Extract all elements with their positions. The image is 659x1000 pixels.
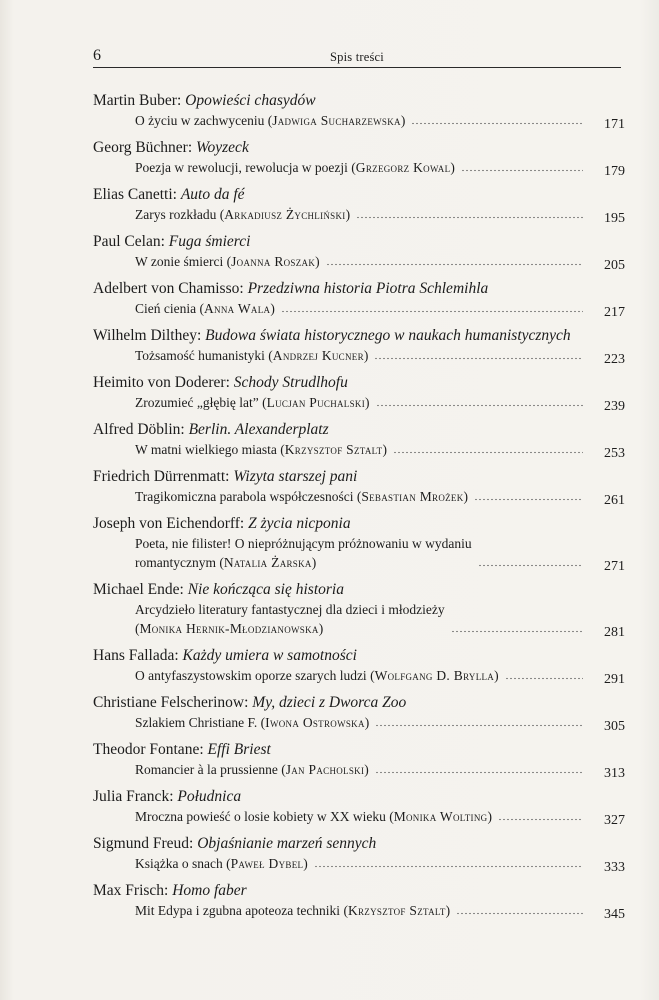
page-ref: 333 <box>604 860 625 875</box>
essay-title-line: Mroczna powieść o losie kobiety w XX wieku (Monika Wolting) <box>135 809 492 824</box>
work-title: Południca <box>177 788 242 805</box>
entry-heading <box>93 419 625 440</box>
essay-row <box>135 760 625 779</box>
essay-row <box>135 346 625 365</box>
essay-title-line: Szlakiem Christiane F. (Iwona Ostrowska) <box>135 715 370 730</box>
dot-leader <box>461 169 583 172</box>
essay-author-name: Natalia Żarska <box>223 555 312 570</box>
page-ref: 313 <box>604 766 625 781</box>
essay-title-line: Zrozumieć „głębię lat” (Lucjan Puchalski) <box>135 395 370 410</box>
page-ref: 223 <box>604 352 625 367</box>
page-ref: 261 <box>604 493 625 508</box>
toc-entry <box>93 466 625 506</box>
essay-author-name: Paweł Dybel <box>230 856 304 871</box>
toc-entry <box>93 90 625 130</box>
essay-title-line: W matni wielkiego miasta (Krzysztof Sztalt) <box>135 442 387 457</box>
essay-author-name: Sebastian Mrożek <box>361 489 464 504</box>
essay-title-line: Tożsamość humanistyki (Andrzej Kucner) <box>135 348 369 363</box>
essay-row <box>135 534 625 572</box>
dot-leader <box>281 310 583 313</box>
author-name: Heimito von Doderer: <box>93 374 234 391</box>
page-ref: 179 <box>604 164 625 179</box>
essay-row <box>135 111 625 130</box>
author-name: Martin Buber: <box>93 92 186 109</box>
essay-title <box>135 393 370 412</box>
essay-author-name: Arkadiusz Żychliński <box>224 207 346 222</box>
essay-row <box>135 440 625 459</box>
essay-title-line: O życiu w zachwyceniu (Jadwiga Sucharzewska) <box>135 113 406 128</box>
essay-title-line: Romancier à la prussienne (Jan Pacholski) <box>135 762 369 777</box>
entry-heading <box>93 137 625 158</box>
work-title: Opowieści chasydów <box>185 92 316 109</box>
dot-leader <box>451 630 583 633</box>
essay-title-line: Arcydzieło literatury fantastycznej dla dzieci i młodzieży <box>135 602 445 617</box>
author-name: Wilhelm Dilthey: <box>93 327 206 344</box>
essay-title <box>135 713 369 732</box>
toc-entry <box>93 513 625 572</box>
essay-title-line: Zarys rozkładu (Arkadiusz Żychliński) <box>135 207 351 222</box>
work-title: Effi Briest <box>207 741 271 758</box>
essay-title-line: W zonie śmierci (Joanna Roszak) <box>135 254 320 269</box>
essay-author-name: Jadwiga Sucharzewska <box>272 113 401 128</box>
running-header <box>93 45 621 68</box>
essay-title <box>135 205 350 224</box>
author-name: Adelbert von Chamisso: <box>93 280 248 297</box>
entry-heading <box>93 880 625 901</box>
author-name: Georg Büchner: <box>93 139 197 156</box>
entry-heading <box>93 579 625 600</box>
entry-heading <box>93 513 625 534</box>
toc-entry <box>93 184 625 224</box>
work-title: Objaśnianie marzeń sennych <box>197 835 377 852</box>
toc-entry <box>93 325 625 365</box>
entry-heading <box>93 231 625 252</box>
toc-entry <box>93 419 625 459</box>
work-title: Berlin. Alexanderplatz <box>188 421 329 438</box>
page-ref: 217 <box>604 305 625 320</box>
essay-row <box>135 713 625 732</box>
entry-heading <box>93 372 625 393</box>
dot-leader <box>375 724 583 727</box>
essay-row <box>135 252 625 271</box>
page-ref: 271 <box>604 559 625 574</box>
essay-author-name: Joanna Roszak <box>231 254 316 269</box>
essay-title <box>135 600 445 638</box>
essay-author-name: Krzysztof Sztalt <box>284 442 383 457</box>
author-name: Michael Ende: <box>93 581 188 598</box>
essay-title <box>135 440 387 459</box>
essay-title <box>135 487 468 506</box>
entry-heading <box>93 184 625 205</box>
work-title: Schody Strudlhofu <box>233 374 348 391</box>
entry-heading <box>93 645 625 666</box>
work-title: Każdy umiera w samotności <box>182 647 357 664</box>
author-name: Hans Fallada: <box>93 647 183 664</box>
work-title: Wizyta starszej pani <box>233 468 358 485</box>
page-ref: 281 <box>604 625 625 640</box>
essay-row <box>135 807 625 826</box>
author-name: Sigmund Freud: <box>93 835 198 852</box>
essay-title <box>135 346 368 365</box>
page-ref: 171 <box>604 117 625 132</box>
entry-heading <box>93 90 625 111</box>
essay-title <box>135 854 308 873</box>
page-ref: 345 <box>604 907 625 922</box>
toc-entry <box>93 278 625 318</box>
dot-leader <box>376 404 584 407</box>
essay-row <box>135 158 625 177</box>
essay-title-line: romantycznym (Natalia Żarska) <box>135 555 317 570</box>
dot-leader <box>474 498 583 501</box>
essay-title-line: O antyfaszystowskim oporze szarych ludzi (Wolfgang D. Brylla) <box>135 668 499 683</box>
toc-entry <box>93 692 625 732</box>
toc-entry <box>93 739 625 779</box>
entry-heading <box>93 739 625 760</box>
author-name: Alfred Döblin: <box>93 421 189 438</box>
toc-entry <box>93 645 625 685</box>
author-name: Max Frisch: <box>93 882 173 899</box>
page-ref: 195 <box>604 211 625 226</box>
entry-heading <box>93 786 625 807</box>
work-title: Homo faber <box>172 882 247 899</box>
essay-author-name: Grzegorz Kowal <box>355 160 451 175</box>
essay-author-name: Krzysztof Sztalt <box>347 903 446 918</box>
essay-title-line: Poeta, nie filister! O niepróżnującym próżnowaniu w wydaniu <box>135 536 472 551</box>
essay-row <box>135 205 625 224</box>
work-title: My, dzieci z Dworca Zoo <box>252 694 407 711</box>
author-name: Theodor Fontane: <box>93 741 208 758</box>
page-ref: 205 <box>604 258 625 273</box>
essay-title-line: Poezja w rewolucji, rewolucja w poezji (Grzegorz Kowal) <box>135 160 455 175</box>
essay-title <box>135 158 455 177</box>
entry-heading <box>93 466 625 487</box>
page-ref: 291 <box>604 672 625 687</box>
essay-author-name: Andrzej Kucner <box>272 348 364 363</box>
essay-title-line: (Monika Hernik-Młodzianowska) <box>135 621 324 636</box>
work-title: Budowa świata historycznego w naukach humanistycznych <box>205 327 571 344</box>
toc-entry <box>93 231 625 271</box>
essay-author-name: Wolfgang D. Brylla <box>374 668 495 683</box>
author-name: Paul Celan: <box>93 233 169 250</box>
dot-leader <box>505 677 583 680</box>
dot-leader <box>478 564 583 567</box>
essay-author-name: Lucjan Puchalski <box>266 395 365 410</box>
toc-entry <box>93 786 625 826</box>
work-title: Nie kończąca się historia <box>187 581 344 598</box>
essay-title-line: Tragikomiczna parabola współczesności (Sebastian Mrożek) <box>135 489 469 504</box>
essay-title-line: Cień cienia (Anna Wala) <box>135 301 275 316</box>
page-ref: 253 <box>604 446 625 461</box>
work-title: Woyzeck <box>196 139 249 156</box>
dot-leader <box>393 451 583 454</box>
dot-leader <box>456 912 583 915</box>
essay-row <box>135 666 625 685</box>
entry-heading <box>93 278 625 299</box>
essay-title <box>135 299 275 318</box>
toc-entry <box>93 880 625 920</box>
toc-entry <box>93 579 625 638</box>
essay-title <box>135 901 450 920</box>
essay-row <box>135 487 625 506</box>
toc-entry <box>93 137 625 177</box>
dot-leader <box>498 818 583 821</box>
essay-row <box>135 854 625 873</box>
essay-author-name: Monika Wolting <box>393 809 488 824</box>
essay-row <box>135 299 625 318</box>
page-ref: 239 <box>604 399 625 414</box>
running-title: Spis treści <box>330 50 384 64</box>
author-name: Julia Franck: <box>93 788 178 805</box>
toc-entry <box>93 833 625 873</box>
essay-title <box>135 534 472 572</box>
essay-title-line: Książka o snach (Paweł Dybel) <box>135 856 308 871</box>
entry-heading <box>93 325 625 346</box>
page-ref: 327 <box>604 813 625 828</box>
essay-author-name: Jan Pacholski <box>285 762 365 777</box>
essay-title <box>135 666 499 685</box>
essay-row <box>135 600 625 638</box>
essay-title-line: Mit Edypa i zgubna apoteoza techniki (Krzysztof Sztalt) <box>135 903 451 918</box>
essay-title <box>135 252 320 271</box>
essay-author-name: Anna Wala <box>203 301 271 316</box>
page-ref: 305 <box>604 719 625 734</box>
essay-title <box>135 760 369 779</box>
entry-heading <box>93 833 625 854</box>
work-title: Przedziwna historia Piotra Schlemihla <box>247 280 489 297</box>
work-title: Fuga śmierci <box>168 233 251 250</box>
work-title: Z życia nicponia <box>248 515 351 532</box>
essay-author-name: Iwona Ostrowska <box>265 715 365 730</box>
dot-leader <box>356 216 583 219</box>
dot-leader <box>326 263 583 266</box>
essay-title <box>135 807 492 826</box>
dot-leader <box>314 865 583 868</box>
dot-leader <box>375 771 583 774</box>
author-name: Elias Canetti: <box>93 186 181 203</box>
dot-leader <box>411 122 583 125</box>
author-name: Friedrich Dürrenmatt: <box>93 468 234 485</box>
entry-heading <box>93 692 625 713</box>
author-name: Joseph von Eichendorff: <box>93 515 249 532</box>
essay-row <box>135 901 625 920</box>
work-title: Auto da fé <box>180 186 245 203</box>
essay-title <box>135 111 405 130</box>
author-name: Christiane Felscherinow: <box>93 694 253 711</box>
toc-entry <box>93 372 625 412</box>
essay-row <box>135 393 625 412</box>
page-number: 6 <box>93 47 101 64</box>
essay-author-name: Monika Hernik-Młodzianowska <box>139 621 319 636</box>
dot-leader <box>374 357 583 360</box>
